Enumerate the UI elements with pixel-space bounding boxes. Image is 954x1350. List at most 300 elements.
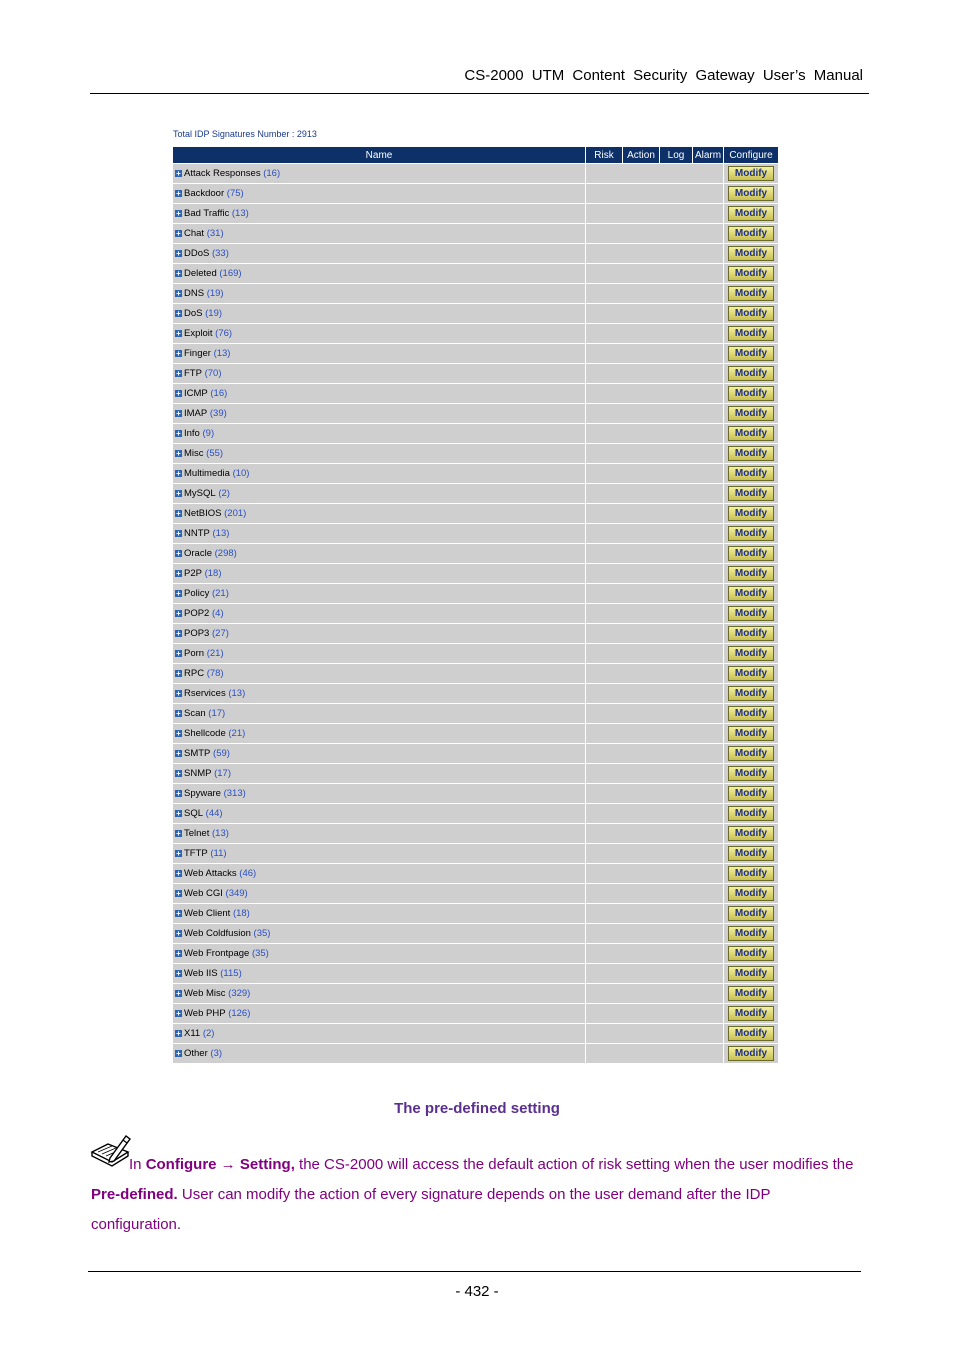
signature-name-cell xyxy=(173,164,585,183)
modify-button[interactable]: Modify xyxy=(728,186,774,201)
configure-cell xyxy=(724,504,778,523)
configure-cell xyxy=(724,244,778,263)
empty-cell xyxy=(586,744,723,763)
category-count-link[interactable]: (13) xyxy=(212,827,229,839)
configure-cell xyxy=(724,164,778,183)
expand-plus-icon[interactable]: + xyxy=(176,788,181,798)
note-text-1: In xyxy=(129,1156,146,1173)
configure-cell xyxy=(724,884,778,903)
note-arrow: → xyxy=(216,1156,240,1173)
category-count-link[interactable]: (126) xyxy=(228,1007,251,1019)
category-name: Finger xyxy=(184,347,211,359)
category-count-link[interactable]: (13) xyxy=(228,687,246,699)
expand-plus-icon[interactable]: + xyxy=(176,348,181,358)
column-header-risk: Risk xyxy=(586,147,622,163)
configure-cell xyxy=(724,364,778,383)
category-count-link[interactable]: (3) xyxy=(210,1047,223,1059)
configure-cell xyxy=(724,404,778,423)
modify-button[interactable]: Modify xyxy=(728,386,774,401)
expand-plus-icon[interactable]: + xyxy=(176,368,181,378)
modify-button[interactable]: Modify xyxy=(728,586,774,601)
category-count-link[interactable]: (55) xyxy=(206,447,224,459)
modify-button[interactable]: Modify xyxy=(728,346,774,361)
expand-plus-icon[interactable]: + xyxy=(176,708,181,718)
modify-button[interactable]: Modify xyxy=(728,406,774,421)
configure-cell xyxy=(724,544,778,563)
modify-button[interactable]: Modify xyxy=(728,626,774,641)
category-count-link[interactable]: (11) xyxy=(210,847,227,859)
category-count-link[interactable]: (16) xyxy=(263,167,281,179)
expand-plus-icon[interactable]: + xyxy=(176,588,181,598)
table-row xyxy=(173,584,778,603)
table-row xyxy=(173,664,778,683)
column-header-action: Action xyxy=(623,147,659,163)
table-row xyxy=(173,944,778,963)
category-count-link[interactable]: (76) xyxy=(215,327,233,339)
empty-cell xyxy=(586,444,723,463)
modify-button[interactable]: Modify xyxy=(728,266,774,281)
table-row xyxy=(173,564,778,583)
modify-button[interactable]: Modify xyxy=(728,306,774,321)
modify-button[interactable]: Modify xyxy=(728,486,774,501)
modify-button[interactable]: Modify xyxy=(728,646,774,661)
signature-name-cell xyxy=(173,204,585,223)
footer-divider xyxy=(88,1271,861,1272)
category-name: SQL xyxy=(184,807,204,819)
category-name: MySQL xyxy=(184,487,216,499)
configure-cell xyxy=(724,184,778,203)
empty-cell xyxy=(586,1004,723,1023)
expand-plus-icon[interactable]: + xyxy=(176,528,181,538)
category-name: FTP xyxy=(184,367,202,379)
empty-cell xyxy=(586,784,723,803)
empty-cell xyxy=(586,1044,723,1063)
category-count-link[interactable]: (18) xyxy=(204,567,222,579)
signature-name-cell xyxy=(173,844,585,863)
modify-button[interactable]: Modify xyxy=(728,506,774,521)
empty-cell xyxy=(586,904,723,923)
configure-cell xyxy=(724,704,778,723)
category-name: POP2 xyxy=(184,607,210,619)
table-row xyxy=(173,824,778,843)
signature-name-cell xyxy=(173,904,585,923)
signature-name-cell xyxy=(173,1044,585,1063)
expand-plus-icon[interactable]: + xyxy=(176,868,181,878)
empty-cell xyxy=(586,584,723,603)
modify-button[interactable]: Modify xyxy=(728,866,774,881)
configure-cell xyxy=(724,204,778,223)
expand-plus-icon[interactable]: + xyxy=(176,248,181,258)
expand-plus-icon[interactable]: + xyxy=(176,848,181,858)
empty-cell xyxy=(586,664,723,683)
modify-button[interactable]: Modify xyxy=(728,726,774,741)
table-row xyxy=(173,284,778,303)
modify-button[interactable]: Modify xyxy=(728,326,774,341)
configure-cell xyxy=(724,684,778,703)
empty-cell xyxy=(586,244,723,263)
signature-name-cell xyxy=(173,724,585,743)
empty-cell xyxy=(586,1024,723,1043)
expand-plus-icon[interactable]: + xyxy=(176,968,181,978)
expand-plus-icon[interactable]: + xyxy=(176,228,181,238)
expand-plus-icon[interactable]: + xyxy=(176,1048,181,1058)
expand-plus-icon[interactable]: + xyxy=(176,548,181,558)
empty-cell xyxy=(586,884,723,903)
category-count-link[interactable]: (169) xyxy=(219,267,242,279)
table-row xyxy=(173,544,778,563)
empty-cell xyxy=(586,604,723,623)
category-count-link[interactable]: (59) xyxy=(213,747,230,759)
category-name: DNS xyxy=(184,287,205,299)
expand-plus-icon[interactable]: + xyxy=(176,388,181,398)
signature-name-cell xyxy=(173,684,585,703)
expand-plus-icon[interactable]: + xyxy=(176,1008,181,1018)
modify-button[interactable]: Modify xyxy=(728,806,774,821)
note-bold-predefined: Pre-defined. xyxy=(91,1186,178,1203)
configure-cell xyxy=(724,344,778,363)
empty-cell xyxy=(586,924,723,943)
category-count-link[interactable]: (17) xyxy=(214,767,231,779)
modify-button[interactable]: Modify xyxy=(728,286,774,301)
header-divider xyxy=(90,93,869,94)
signature-name-cell xyxy=(173,624,585,643)
table-row xyxy=(173,204,778,223)
category-count-link[interactable]: (17) xyxy=(208,707,226,719)
category-count-link[interactable]: (313) xyxy=(223,787,246,799)
category-name: Web Coldfusion xyxy=(184,927,251,939)
category-count-link[interactable]: (35) xyxy=(253,927,271,939)
empty-cell xyxy=(586,764,723,783)
signature-name-cell xyxy=(173,864,585,883)
table-row xyxy=(173,464,778,483)
expand-plus-icon[interactable]: + xyxy=(176,468,181,478)
empty-cell xyxy=(586,184,723,203)
empty-cell xyxy=(586,284,723,303)
configure-cell xyxy=(724,564,778,583)
modify-button[interactable]: Modify xyxy=(728,226,774,241)
signature-name-cell xyxy=(173,244,585,263)
signature-name-cell xyxy=(173,664,585,683)
configure-cell xyxy=(724,644,778,663)
column-header-configure: Configure xyxy=(724,147,778,163)
category-name: NetBIOS xyxy=(184,507,222,519)
expand-plus-icon[interactable]: + xyxy=(176,608,181,618)
modify-button[interactable]: Modify xyxy=(728,786,774,801)
modify-button[interactable]: Modify xyxy=(728,706,774,721)
signature-name-cell xyxy=(173,544,585,563)
expand-plus-icon[interactable]: + xyxy=(176,628,181,638)
modify-button[interactable]: Modify xyxy=(728,206,774,221)
category-count-link[interactable]: (349) xyxy=(225,887,248,899)
modify-button[interactable]: Modify xyxy=(728,906,774,921)
expand-plus-icon[interactable]: + xyxy=(176,748,181,758)
category-count-link[interactable]: (18) xyxy=(232,907,250,919)
category-count-link[interactable]: (2) xyxy=(202,1027,215,1039)
configure-cell xyxy=(724,1044,778,1063)
expand-plus-icon[interactable]: + xyxy=(176,208,181,218)
category-name: Attack Responses xyxy=(184,167,261,179)
table-row xyxy=(173,404,778,423)
category-count-link[interactable]: (9) xyxy=(202,427,215,439)
expand-plus-icon[interactable]: + xyxy=(176,928,181,938)
table-row xyxy=(173,1004,778,1023)
modify-button[interactable]: Modify xyxy=(728,366,774,381)
signature-name-cell xyxy=(173,824,585,843)
category-count-link[interactable]: (21) xyxy=(228,727,246,739)
expand-plus-icon[interactable]: + xyxy=(176,688,181,698)
signature-name-cell xyxy=(173,344,585,363)
empty-cell xyxy=(586,544,723,563)
empty-cell xyxy=(586,384,723,403)
category-name: IMAP xyxy=(184,407,208,419)
signature-name-cell xyxy=(173,1024,585,1043)
table-row xyxy=(173,424,778,443)
empty-cell xyxy=(586,804,723,823)
modify-button[interactable]: Modify xyxy=(728,766,774,781)
signature-name-cell xyxy=(173,484,585,503)
empty-cell xyxy=(586,464,723,483)
configure-cell xyxy=(724,264,778,283)
configure-cell xyxy=(724,484,778,503)
configure-cell xyxy=(724,784,778,803)
empty-cell xyxy=(586,564,723,583)
category-name: Web Client xyxy=(184,907,231,919)
modify-button[interactable]: Modify xyxy=(728,846,774,861)
signature-name-cell xyxy=(173,564,585,583)
expand-plus-icon[interactable]: + xyxy=(176,288,181,298)
category-count-link[interactable]: (33) xyxy=(211,247,229,259)
modify-button[interactable]: Modify xyxy=(728,546,774,561)
expand-plus-icon[interactable]: + xyxy=(176,188,181,198)
configure-cell xyxy=(724,324,778,343)
expand-plus-icon[interactable]: + xyxy=(176,908,181,918)
table-row xyxy=(173,604,778,623)
category-name: ICMP xyxy=(184,387,208,399)
signature-name-cell xyxy=(173,764,585,783)
modify-button[interactable]: Modify xyxy=(728,1026,774,1041)
idp-signature-table xyxy=(172,146,779,1064)
modify-button[interactable]: Modify xyxy=(728,666,774,681)
category-count-link[interactable]: (19) xyxy=(206,287,224,299)
empty-cell xyxy=(586,944,723,963)
modify-button[interactable]: Modify xyxy=(728,446,774,461)
signature-name-cell xyxy=(173,364,585,383)
note-bold-setting: Setting, xyxy=(239,1156,295,1173)
modify-button[interactable]: Modify xyxy=(728,1046,774,1061)
table-row xyxy=(173,1044,778,1063)
category-count-link[interactable]: (13) xyxy=(213,347,231,359)
table-row xyxy=(173,324,778,343)
configure-cell xyxy=(724,904,778,923)
category-name: Misc xyxy=(184,447,204,459)
figure-caption: The pre-defined setting xyxy=(394,1100,560,1117)
category-count-link[interactable]: (44) xyxy=(205,807,223,819)
table-row xyxy=(173,884,778,903)
column-header-alarm: Alarm xyxy=(693,147,723,163)
category-name: Web Frontpage xyxy=(184,947,250,959)
configure-cell xyxy=(724,804,778,823)
expand-plus-icon[interactable]: + xyxy=(176,508,181,518)
configure-cell xyxy=(724,584,778,603)
category-count-link[interactable]: (329) xyxy=(228,987,251,999)
category-name: Exploit xyxy=(184,327,213,339)
table-row xyxy=(173,524,778,543)
expand-plus-icon[interactable]: + xyxy=(176,648,181,658)
empty-cell xyxy=(586,524,723,543)
signature-name-cell xyxy=(173,524,585,543)
modify-button[interactable]: Modify xyxy=(728,466,774,481)
column-header-name: Name xyxy=(173,147,585,163)
category-name: Telnet xyxy=(184,827,210,839)
signature-name-cell xyxy=(173,264,585,283)
document-header-title: CS-2000 UTM Content Security Gateway User’s Manual xyxy=(464,67,863,84)
empty-cell xyxy=(586,644,723,663)
category-count-link[interactable]: (27) xyxy=(212,627,229,639)
signature-name-cell xyxy=(173,424,585,443)
signature-name-cell xyxy=(173,784,585,803)
category-name: NNTP xyxy=(184,527,210,539)
expand-plus-icon[interactable]: + xyxy=(176,328,181,338)
table-row xyxy=(173,864,778,883)
modify-button[interactable]: Modify xyxy=(728,246,774,261)
table-row xyxy=(173,224,778,243)
expand-plus-icon[interactable]: + xyxy=(176,428,181,438)
table-header-row xyxy=(173,147,778,163)
configure-cell xyxy=(724,524,778,543)
modify-button[interactable]: Modify xyxy=(728,946,774,961)
category-name: Deleted xyxy=(184,267,217,279)
category-count-link[interactable]: (46) xyxy=(239,867,257,879)
category-name: POP3 xyxy=(184,627,210,639)
category-count-link[interactable]: (35) xyxy=(251,947,269,959)
table-row xyxy=(173,784,778,803)
expand-plus-icon[interactable]: + xyxy=(176,168,181,178)
signature-name-cell xyxy=(173,584,585,603)
note-text-2: the CS-2000 will access the default action of risk setting when the user modifies the xyxy=(294,1156,854,1173)
modify-button[interactable]: Modify xyxy=(728,1006,774,1021)
table-row xyxy=(173,764,778,783)
category-count-link[interactable]: (298) xyxy=(214,547,237,559)
signature-name-cell xyxy=(173,284,585,303)
category-count-link[interactable]: (21) xyxy=(206,647,224,659)
category-count-link[interactable]: (39) xyxy=(209,407,227,419)
modify-button[interactable]: Modify xyxy=(728,526,774,541)
category-count-link[interactable]: (201) xyxy=(224,507,247,519)
category-count-link[interactable]: (78) xyxy=(206,667,224,679)
category-count-link[interactable]: (13) xyxy=(212,527,230,539)
category-name: Info xyxy=(184,427,200,439)
category-name: Chat xyxy=(184,227,205,239)
modify-button[interactable]: Modify xyxy=(728,886,774,901)
empty-cell xyxy=(586,424,723,443)
category-count-link[interactable]: (70) xyxy=(204,367,222,379)
configure-cell xyxy=(724,964,778,983)
table-row xyxy=(173,364,778,383)
empty-cell xyxy=(586,224,723,243)
category-count-link[interactable]: (16) xyxy=(210,387,228,399)
expand-plus-icon[interactable]: + xyxy=(176,488,181,498)
category-name: Web PHP xyxy=(184,1007,226,1019)
expand-plus-icon[interactable]: + xyxy=(176,308,181,318)
table-row xyxy=(173,264,778,283)
table-row xyxy=(173,744,778,763)
empty-cell xyxy=(586,304,723,323)
configure-cell xyxy=(724,864,778,883)
category-name: Backdoor xyxy=(184,187,225,199)
category-name: Web CGI xyxy=(184,887,223,899)
configure-cell xyxy=(724,1004,778,1023)
expand-plus-icon[interactable]: + xyxy=(176,828,181,838)
signature-name-cell xyxy=(173,984,585,1003)
table-row xyxy=(173,904,778,923)
modify-button[interactable]: Modify xyxy=(728,606,774,621)
table-row xyxy=(173,184,778,203)
expand-plus-icon[interactable]: + xyxy=(176,728,181,738)
expand-plus-icon[interactable]: + xyxy=(176,808,181,818)
table-row xyxy=(173,624,778,643)
signature-name-cell xyxy=(173,604,585,623)
category-name: SNMP xyxy=(184,767,212,779)
category-count-link[interactable]: (19) xyxy=(205,307,223,319)
table-row xyxy=(173,1024,778,1043)
configure-cell xyxy=(724,604,778,623)
empty-cell xyxy=(586,724,723,743)
category-name: Porn xyxy=(184,647,205,659)
category-count-link[interactable]: (115) xyxy=(220,967,242,979)
category-count-link[interactable]: (21) xyxy=(211,587,229,599)
expand-plus-icon[interactable]: + xyxy=(176,408,181,418)
configure-cell xyxy=(724,844,778,863)
configure-cell xyxy=(724,384,778,403)
empty-cell xyxy=(586,164,723,183)
modify-button[interactable]: Modify xyxy=(728,926,774,941)
expand-plus-icon[interactable]: + xyxy=(176,768,181,778)
modify-button[interactable]: Modify xyxy=(728,826,774,841)
category-count-link[interactable]: (31) xyxy=(206,227,224,239)
modify-button[interactable]: Modify xyxy=(728,966,774,981)
modify-button[interactable]: Modify xyxy=(728,986,774,1001)
empty-cell xyxy=(586,344,723,363)
signature-name-cell xyxy=(173,944,585,963)
category-count-link[interactable]: (2) xyxy=(218,487,230,499)
signature-name-cell xyxy=(173,404,585,423)
expand-plus-icon[interactable]: + xyxy=(176,948,181,958)
category-count-link[interactable]: (10) xyxy=(232,467,250,479)
empty-cell xyxy=(586,404,723,423)
modify-button[interactable]: Modify xyxy=(728,746,774,761)
expand-plus-icon[interactable]: + xyxy=(176,668,181,678)
expand-plus-icon[interactable]: + xyxy=(176,568,181,578)
expand-plus-icon[interactable]: + xyxy=(176,448,181,458)
category-count-link[interactable]: (4) xyxy=(212,607,224,619)
expand-plus-icon[interactable]: + xyxy=(176,1028,181,1038)
table-row xyxy=(173,804,778,823)
expand-plus-icon[interactable]: + xyxy=(176,988,181,998)
modify-button[interactable]: Modify xyxy=(728,686,774,701)
category-count-link[interactable]: (75) xyxy=(226,187,244,199)
modify-button[interactable]: Modify xyxy=(728,426,774,441)
empty-cell xyxy=(586,684,723,703)
signature-name-cell xyxy=(173,184,585,203)
category-count-link[interactable]: (13) xyxy=(231,207,249,219)
modify-button[interactable]: Modify xyxy=(728,166,774,181)
table-row xyxy=(173,684,778,703)
signature-name-cell xyxy=(173,324,585,343)
expand-plus-icon[interactable]: + xyxy=(176,888,181,898)
expand-plus-icon[interactable]: + xyxy=(176,268,181,278)
empty-cell xyxy=(586,264,723,283)
modify-button[interactable]: Modify xyxy=(728,566,774,581)
